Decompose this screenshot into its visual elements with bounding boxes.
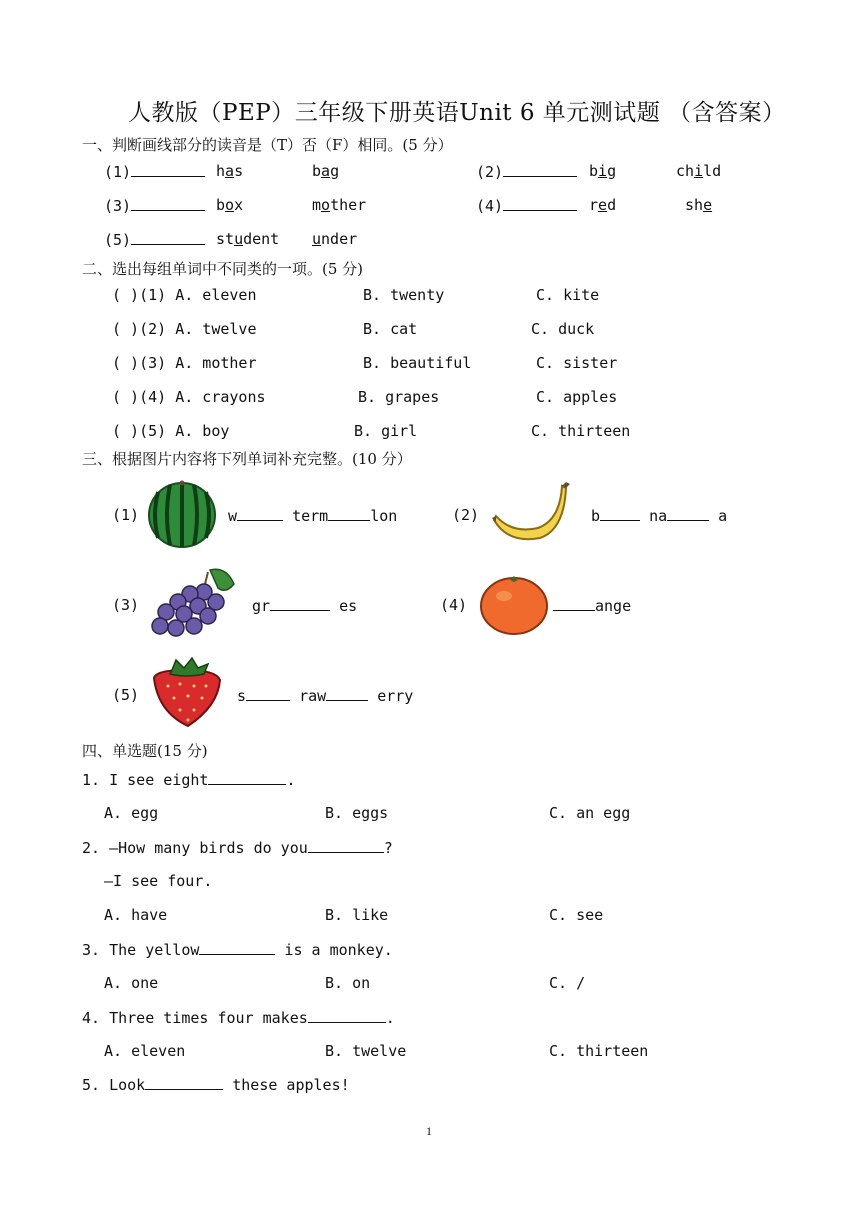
q2-option-c[interactable]: C. see bbox=[549, 906, 604, 924]
s1-word: big bbox=[589, 162, 617, 180]
fill-blank[interactable] bbox=[600, 506, 640, 521]
question-4: 4. Three times four makes . bbox=[82, 1009, 395, 1027]
fill-blank[interactable] bbox=[326, 686, 368, 701]
s2-option-b: B. grapes bbox=[358, 388, 440, 406]
question-1: 1. I see eight . bbox=[82, 771, 296, 789]
s2-option-c: C. sister bbox=[536, 354, 618, 372]
s1-word: has bbox=[216, 162, 244, 180]
s2-row-lead: ( )(5) A. boy bbox=[112, 422, 230, 440]
s2-option-b: B. twenty bbox=[363, 286, 445, 304]
fill-blank[interactable] bbox=[145, 1075, 223, 1090]
s1-item-3: (3) bbox=[104, 196, 205, 215]
grapes-image bbox=[146, 564, 238, 642]
fill-blank[interactable] bbox=[308, 1008, 386, 1023]
s3-num: (1) bbox=[112, 506, 140, 524]
s1-word: under bbox=[312, 230, 358, 248]
q3-option-c[interactable]: C. / bbox=[549, 974, 586, 992]
s2-option-b: B. girl bbox=[354, 422, 418, 440]
watermelon-image bbox=[146, 480, 218, 550]
banana-image bbox=[488, 480, 574, 546]
answer-blank[interactable] bbox=[131, 196, 205, 211]
fill-blank[interactable] bbox=[553, 596, 595, 611]
s1-word: box bbox=[216, 196, 244, 214]
question-2-reply: —I see four. bbox=[104, 872, 213, 890]
answer-blank[interactable] bbox=[131, 230, 205, 245]
s3-word-3: gr es bbox=[252, 597, 358, 615]
question-2: 2. —How many birds do you ? bbox=[82, 839, 393, 857]
s2-option-b: B. cat bbox=[363, 320, 418, 338]
orange-image bbox=[478, 572, 550, 636]
answer-blank[interactable] bbox=[503, 162, 577, 177]
fill-blank[interactable] bbox=[199, 940, 275, 955]
s1-word: student bbox=[216, 230, 280, 248]
s1-word: bag bbox=[312, 162, 340, 180]
s1-item-2: (2) bbox=[476, 162, 577, 181]
fill-blank[interactable] bbox=[208, 770, 286, 785]
s2-row-lead: ( )(2) A. twelve bbox=[112, 320, 257, 338]
q2-option-b[interactable]: B. like bbox=[325, 906, 389, 924]
s2-option-b: B. beautiful bbox=[363, 354, 472, 372]
s3-word-2: b na a bbox=[591, 507, 728, 525]
s2-option-c: C. thirteen bbox=[531, 422, 631, 440]
section-1-heading: 一、判断画线部分的读音是（T）否（F）相同。(5 分） bbox=[82, 136, 453, 154]
s1-word: child bbox=[676, 162, 722, 180]
fill-blank[interactable] bbox=[667, 506, 709, 521]
fill-blank[interactable] bbox=[246, 686, 290, 701]
q1-option-a[interactable]: A. egg bbox=[104, 804, 159, 822]
page-title: 人教版（PEP）三年级下册英语Unit 6 单元测试题 （含答案） bbox=[128, 100, 786, 126]
q3-option-a[interactable]: A. one bbox=[104, 974, 159, 992]
s3-word-5: s raw erry bbox=[237, 687, 414, 705]
q1-option-c[interactable]: C. an egg bbox=[549, 804, 631, 822]
question-5: 5. Look these apples! bbox=[82, 1076, 350, 1094]
section-2-heading: 二、选出每组单词中不同类的一项。(5 分) bbox=[82, 260, 364, 278]
s3-word-4: ange bbox=[553, 596, 631, 615]
section-4-heading: 四、单选题(15 分) bbox=[82, 742, 208, 760]
question-3: 3. The yellow is a monkey. bbox=[82, 941, 393, 959]
s1-word: she bbox=[685, 196, 713, 214]
s2-option-c: C. duck bbox=[531, 320, 595, 338]
fill-blank[interactable] bbox=[270, 596, 330, 611]
fill-blank[interactable] bbox=[308, 838, 384, 853]
q2-option-a[interactable]: A. have bbox=[104, 906, 168, 924]
s1-word: mother bbox=[312, 196, 367, 214]
answer-blank[interactable] bbox=[503, 196, 577, 211]
q4-option-b[interactable]: B. twelve bbox=[325, 1042, 407, 1060]
s3-num: (5) bbox=[112, 686, 140, 704]
strawberry-image bbox=[146, 656, 226, 730]
s1-item-4: (4) bbox=[476, 196, 577, 215]
s2-row-lead: ( )(1) A. eleven bbox=[112, 286, 257, 304]
fill-blank[interactable] bbox=[237, 506, 283, 521]
page-number: 1 bbox=[426, 1124, 432, 1138]
s1-item-5: (5) bbox=[104, 230, 205, 249]
s2-option-c: C. apples bbox=[536, 388, 618, 406]
q1-option-b[interactable]: B. eggs bbox=[325, 804, 389, 822]
section-3-heading: 三、根据图片内容将下列单词补充完整。(10 分） bbox=[82, 450, 412, 468]
q4-option-c[interactable]: C. thirteen bbox=[549, 1042, 649, 1060]
q3-option-b[interactable]: B. on bbox=[325, 974, 371, 992]
s3-num: (3) bbox=[112, 596, 140, 614]
s1-item-1: (1) bbox=[104, 162, 205, 181]
s3-num: (2) bbox=[452, 506, 480, 524]
s2-row-lead: ( )(4) A. crayons bbox=[112, 388, 266, 406]
q4-option-a[interactable]: A. eleven bbox=[104, 1042, 186, 1060]
s2-row-lead: ( )(3) A. mother bbox=[112, 354, 257, 372]
s2-option-c: C. kite bbox=[536, 286, 600, 304]
s3-num: (4) bbox=[440, 596, 468, 614]
answer-blank[interactable] bbox=[131, 162, 205, 177]
s1-word: red bbox=[589, 196, 617, 214]
s3-word-1: w term lon bbox=[228, 507, 398, 525]
fill-blank[interactable] bbox=[328, 506, 370, 521]
